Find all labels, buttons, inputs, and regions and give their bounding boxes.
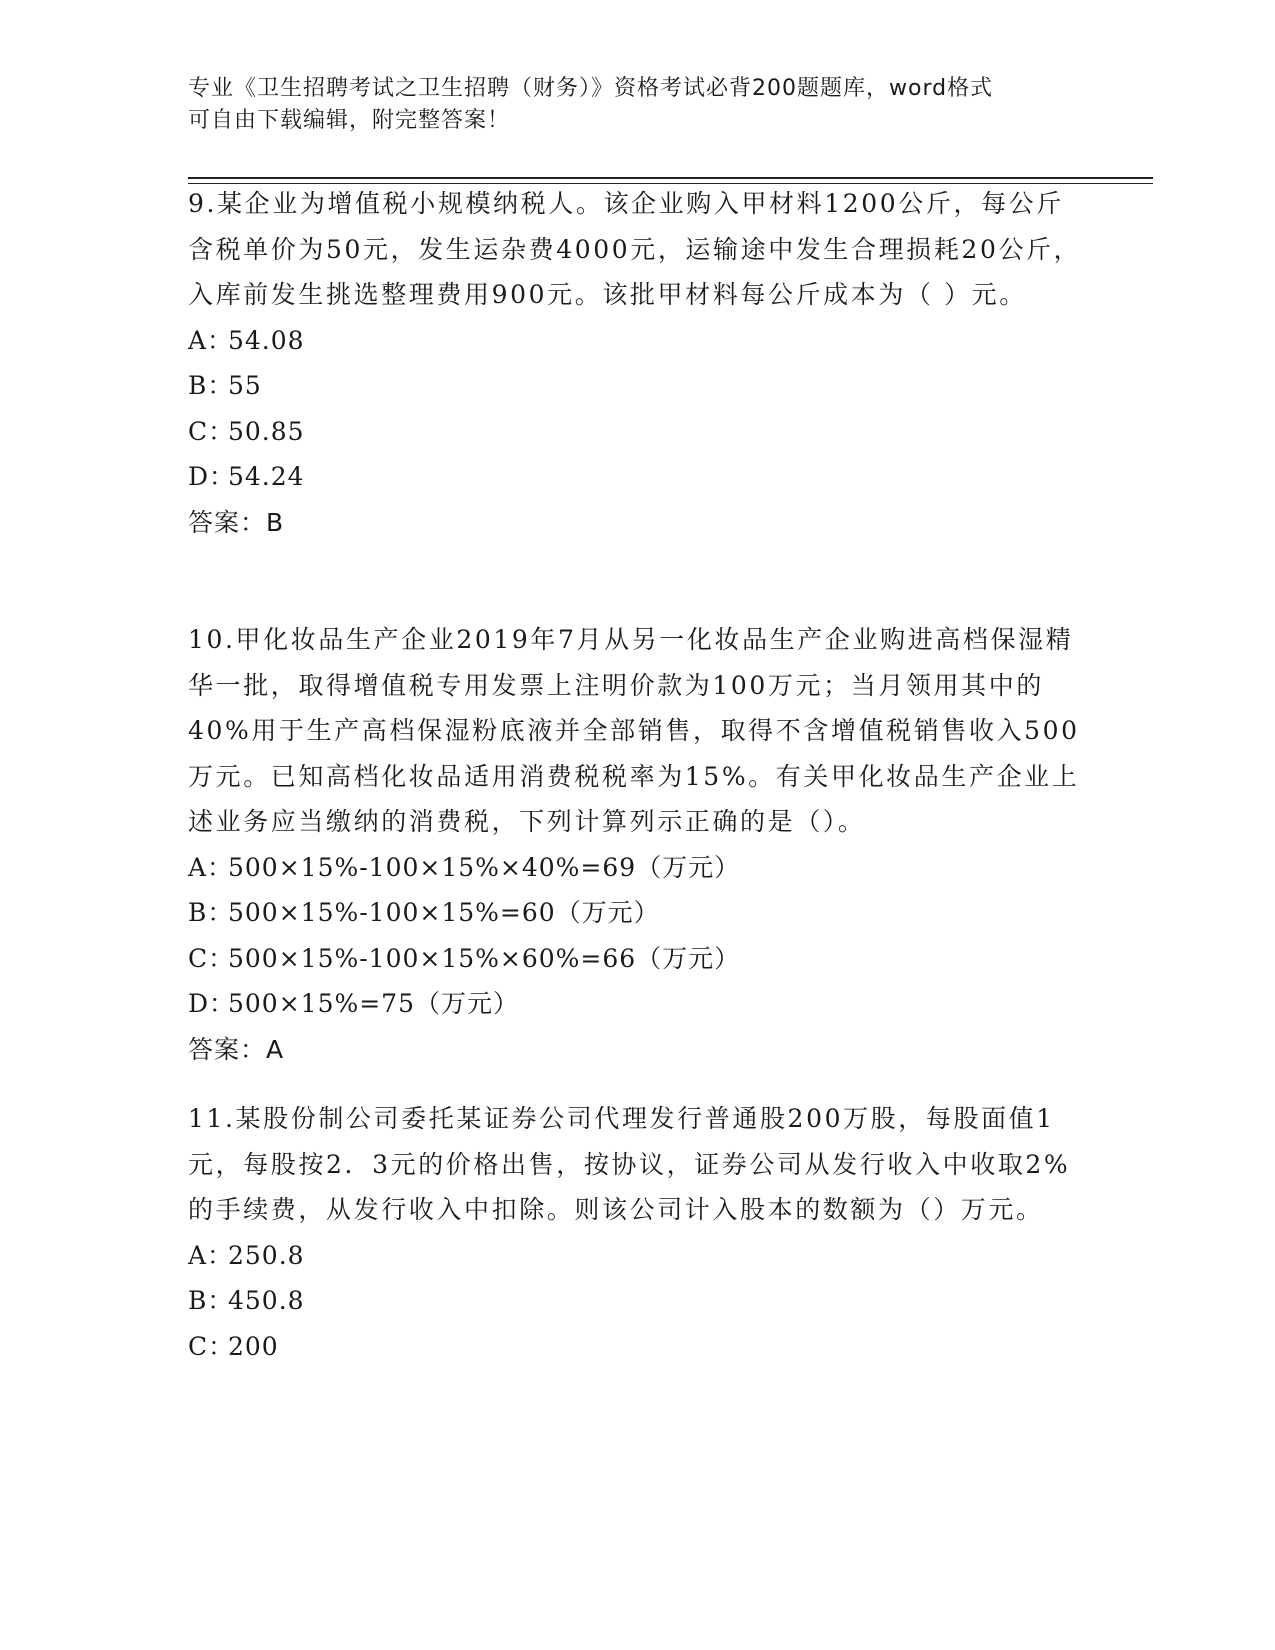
question-9 — [188, 181, 1088, 545]
option-value: 450.8 — [228, 1286, 305, 1315]
option-b — [188, 890, 1088, 936]
option-letter: C： — [188, 943, 235, 973]
header-line-2: 可自由下载编辑，附完整答案！ — [188, 108, 511, 133]
option-c — [188, 936, 1088, 982]
option-b — [188, 1278, 1088, 1324]
option-value: 200 — [228, 1331, 279, 1361]
option-letter: C： — [188, 1331, 235, 1361]
option-letter: B： — [188, 1286, 234, 1315]
question-text: 11.某股份制公司委托某证券公司代理发行普通股200万股，每股面值1元，每股按2．3元的价格出售，按协议，证券公司从发行收入中收取2%的手续费，从发行收入中扣除。则该公司计入股本的数额为（）万元。 — [188, 1104, 1071, 1224]
answer-line: 答案：A — [188, 1034, 285, 1064]
option-value: 54.24 — [228, 462, 305, 491]
option-value: 54.08 — [228, 325, 305, 355]
option-letter: D： — [188, 462, 236, 491]
header-line-1: 专业《卫生招聘考试之卫生招聘（财务）》资格考试必背200题题库，word格式 — [188, 76, 994, 101]
question-11 — [188, 1096, 1088, 1369]
option-value: 250.8 — [228, 1240, 305, 1270]
question-10 — [188, 617, 1088, 1072]
option-letter: B： — [188, 371, 234, 400]
option-letter: C： — [188, 416, 235, 446]
option-letter: B： — [188, 898, 234, 927]
option-d — [188, 454, 1088, 500]
header-divider-thick — [188, 177, 1153, 179]
option-letter: A： — [188, 325, 234, 355]
option-value: 500×15%=75（万元） — [228, 989, 519, 1018]
option-value: 55 — [228, 371, 262, 400]
option-value: 500×15%-100×15%×60%=66（万元） — [228, 943, 741, 973]
option-value: 500×15%-100×15%×40%=69（万元） — [228, 852, 741, 882]
option-letter: A： — [188, 852, 234, 882]
option-value: 500×15%-100×15%=60（万元） — [228, 898, 660, 927]
option-c — [188, 409, 1088, 455]
option-value: 50.85 — [228, 416, 305, 446]
question-text: 10.甲化妆品生产企业2019年7月从另一化妆品生产企业购进高档保湿精华一批，取得增值税专用发票上注明价款为100万元；当月领用其中的40%用于生产高档保湿粉底液并全部销售，取得不含增值税销售收入500万元。已知高档化妆品适用消费税税率为15%。有关甲化妆品生产企业上述业务应当缴纳的消费税，下列计算列示正确的是（）。 — [188, 625, 1080, 836]
option-a — [188, 1233, 1088, 1279]
option-d — [188, 981, 1088, 1027]
document-header — [188, 73, 1088, 137]
option-a — [188, 845, 1088, 891]
option-a — [188, 318, 1088, 364]
answer-line: 答案：B — [188, 507, 285, 537]
question-text: 9.某企业为增值税小规模纳税人。该企业购入甲材料1200公斤，每公斤含税单价为50元，发生运杂费4000元，运输途中发生合理损耗20公斤，入库前发生挑选整理费用900元。该批甲材料每公斤成本为（ ）元。 — [188, 189, 1082, 309]
option-b — [188, 363, 1088, 409]
option-c — [188, 1324, 1088, 1370]
option-letter: A： — [188, 1240, 234, 1270]
option-letter: D： — [188, 989, 236, 1018]
